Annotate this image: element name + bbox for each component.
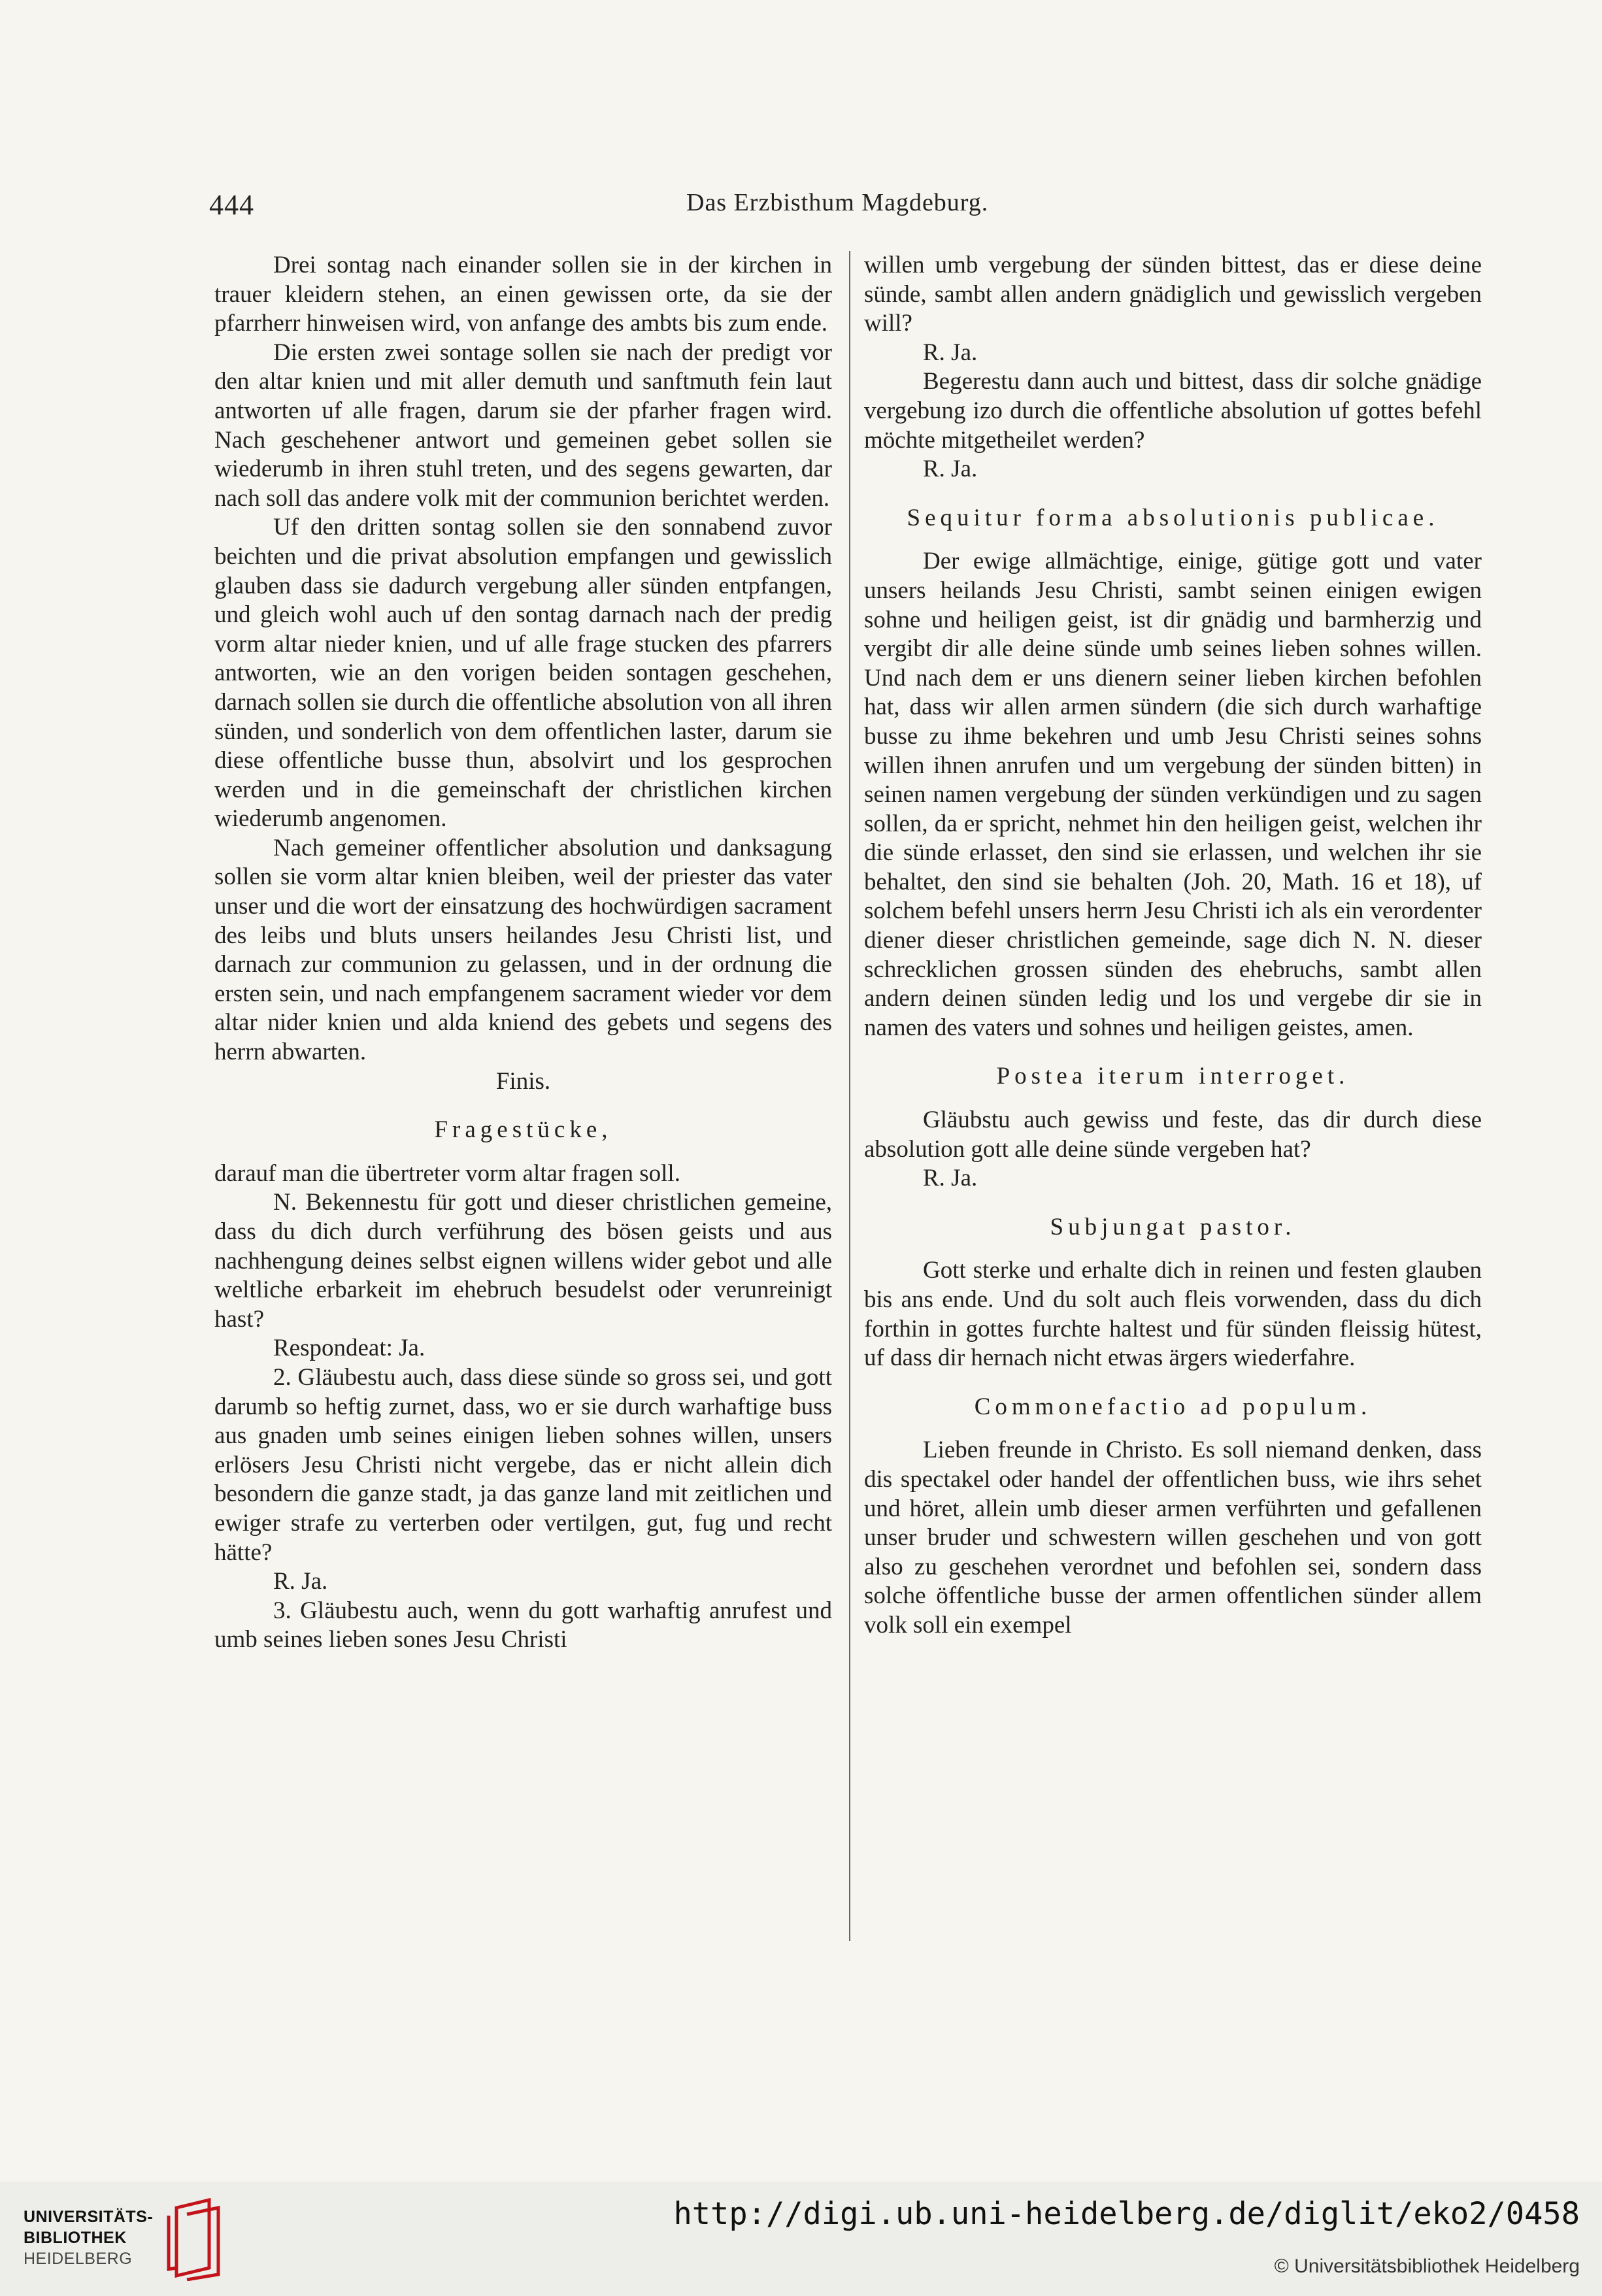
finis-line: Finis. xyxy=(495,1067,551,1095)
question: 3. Gläubestu auch, wenn du gott warhaftig anrufest und umb seines lieben sones Jesu Christi xyxy=(214,1597,832,1654)
section-heading: Sequitur forma absolutionis publicae. xyxy=(907,504,1439,531)
paragraph: Uf den dritten sontag sollen sie den sonnabend zuvor beichten und die privat absolution empfangen und gewisslich glauben dass sie dadurch vergebung aller sünden entpfangen, und gleich wohl auch uf den sontag darnach nach der predig vorm altar nieder knien, und uf alle frage stucken des pfarrers antworten, wie an den vorigen beiden sontagen geschehen, darnach sollen sie durch die offentliche absolution von all ihren sünden, und sonderlich von dem offentlichen laster, darum sie diese offentliche busse thun, absolvirt und los gesprochen werden und in die gemeinschaft der christlichen kirchen wiederumb angenomen. xyxy=(214,514,832,833)
library-emblem-icon xyxy=(163,2196,227,2281)
response: R. Ja. xyxy=(923,1165,978,1192)
paragraph: darauf man die übertreter vorm altar fragen soll. xyxy=(214,1159,680,1187)
question: Gläubstu auch gewiss und feste, das dir durch diese absolution gott alle deine sünde vergeben hat? xyxy=(864,1106,1482,1163)
paragraph: Drei sontag nach einander sollen sie in der kirchen in trauer kleidern stehen, an einen gewissen orte, da sie der pfarrherr hinweisen wird, von anfange des ambts bis zum ende. xyxy=(214,252,832,337)
paragraph: Gott sterke und erhalte dich in reinen und festen glauben bis ans ende. Und du solt auch fleis vorwenden, dass du dich forthin in gottes furchte haltest und für sünden fleissig hütest, uf dass dir hernach nicht etwas ärgers wiederfahre. xyxy=(864,1257,1482,1372)
question: 2. Gläubestu auch, dass diese sünde so gross sei, und gott darumb so heftig zurnet, dass, wo er sie durch warhaftige buss aus gnaden umb seines einigen lieben sohnes willen, unsers erlösers Jesu Christi nicht vergebe, das er nicht allein dich besondern die ganze stadt, ja das ganze land mit zeitlichen und ewiger strafe zu verterben oder vertilgen, gut, fug und recht hätte? xyxy=(214,1363,832,1566)
section-heading: Postea iterum interroget. xyxy=(996,1063,1350,1090)
question: Begerestu dann auch und bittest, dass dir solche gnädige vergebung izo durch die offentliche absolution uf gottes befehl möchte mitgetheilet werden? xyxy=(864,368,1482,454)
library-logo[interactable] xyxy=(9,2189,235,2288)
paragraph: willen umb vergebung der sünden bittest, das er diese deine sünde, sambt allen andern gnädiglich und gewisslich vergeben will? xyxy=(864,252,1482,337)
column-divider xyxy=(849,251,850,1941)
permalink-url[interactable]: http://digi.ub.uni-heidelberg.de/diglit/eko2/0458 xyxy=(673,2196,1580,2232)
running-head: Das Erzbisthum Magdeburg. xyxy=(686,189,989,216)
section-heading: Subjungat pastor. xyxy=(1050,1213,1296,1240)
response: R. Ja. xyxy=(923,339,978,366)
page-number: 444 xyxy=(209,189,254,221)
logo-line: BIBLIOTHEK xyxy=(24,2229,127,2247)
section-heading: Commonefactio ad populum. xyxy=(974,1393,1372,1420)
section-heading: Fragestücke, xyxy=(434,1116,612,1144)
paragraph: Lieben freunde in Christo. Es soll niemand denken, dass dis spectakel oder handel der offentlichen buss, wie ihrs sehet und höret, allein umb dieser armen verführten und gefallenen unser bruder und schwestern willen geschehen und von gott also zu geschehen verordnet und befohlen sei, sondern dass solche öffentliche busse der armen offentlichen sünder allem volk soll ein exempel xyxy=(864,1437,1482,1639)
right-column xyxy=(864,251,1482,1640)
logo-line: HEIDELBERG xyxy=(24,2250,133,2268)
response: Respondeat: Ja. xyxy=(273,1335,426,1362)
paragraph: Die ersten zwei sontage sollen sie nach der predigt vor den altar knien und mit aller demuth und sanftmuth fein laut antworten uf alle fragen, darum sie der pfarher fragen wird. Nach geschehener antwort und gemeinen gebet sollen sie wiederumb in ihren stuhl treten, und des segens gewarten, dar nach soll das andere volk mit der communion berichtet werden. xyxy=(214,339,832,512)
paragraph: Der ewige allmächtige, einige, gütige gott und vater unsers heilands Jesu Christi, sambt seinen einigen ewigen sohne und heiligen geist, ist dir gnädig und barmherzig und vergibt dir alle deine sünde umb seines lieben sohnes willen. Und nach dem er uns dienern seiner lieben kirchen befohlen hat, dass wir allen armen sündern (die sich durch warhaftige busse zu ihme bekehren und umb Jesu Christi seines sohns willen ihnen anrufen und um vergebung der sünden bitten) in seinen namen vergebung der sünden verkündigen und zu sagen sollen, da er spricht, nehmet hin den heiligen geist, welchen ihr die sünde erlasset, den sind sie erlassen, und welchen ihr sie behaltet, den sind sie behalten (Joh. 20, Math. 16 et 18), uf solchem befehl unsers herrn Jesu Christi ich als ein verordenter diener dieser christlichen gemeinde, sage dich N. N. dieser schrecklichen grossen sünden des ehebruchs, sambt allen andern deinen sünden ledig und los und vergebe dir sie in namen des vaters und sohnes und heiligen geistes, amen. xyxy=(864,548,1482,1041)
copyright-notice: © Universitätsbibliothek Heidelberg xyxy=(1274,2255,1580,2277)
response: R. Ja. xyxy=(923,456,978,483)
question: N. Bekennestu für gott und dieser christlichen gemeine, dass du dich durch verführung des bösen geists und aus nachhengung deines selbst eignen willens wider gebot und alle weltliche erbarkeit im ehebruch besudelst oder verunreinigt hast? xyxy=(214,1189,832,1333)
paragraph: Nach gemeiner offentlicher absolution und danksagung sollen sie vorm altar knien bleiben, weil der priester das vater unser und die wort der einsatzung des hochwürdigen sacrament des leibs und bluts unsers heilandes Jesu Christi list, und darnach zur communion zu gelassen, und in der ordnung die ersten sein, und nach empfangenem sacrament wieder vor dem altar nider knien und alda kniend des gebets und segens des herrn abwarten. xyxy=(214,834,832,1066)
response: R. Ja. xyxy=(273,1568,328,1595)
logo-line: UNIVERSITÄTS- xyxy=(24,2208,154,2226)
left-column xyxy=(214,251,832,1655)
